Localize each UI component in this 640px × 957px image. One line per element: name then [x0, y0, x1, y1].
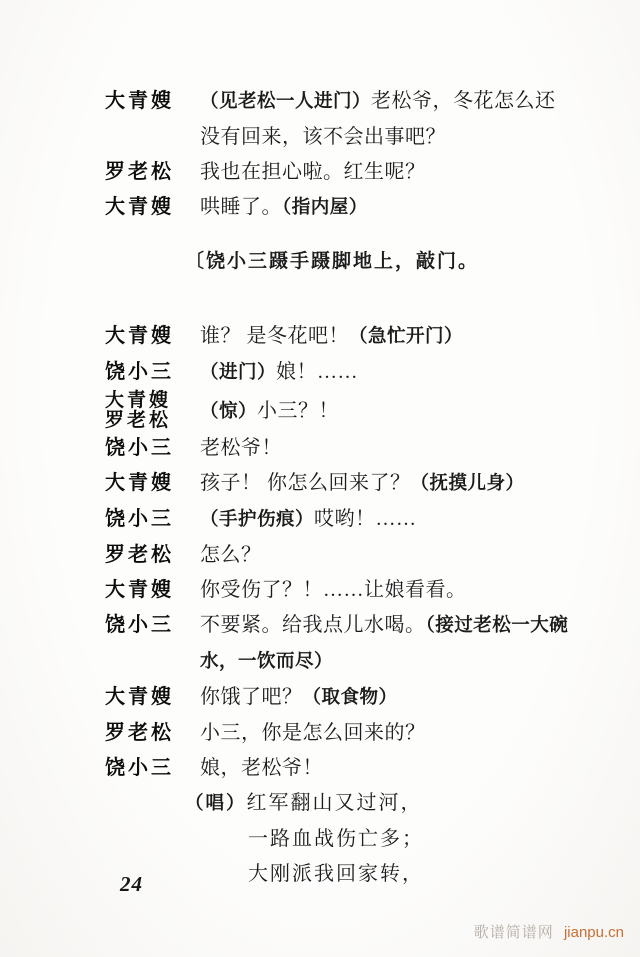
dialogue-entry [105, 751, 571, 786]
dialogue-entry [105, 319, 571, 355]
speaker-name [105, 573, 200, 608]
dialogue-entry [105, 355, 571, 391]
line-text [200, 190, 571, 226]
dialogue-entry [105, 716, 571, 751]
dialogue-entry [105, 608, 571, 680]
speaker-name-text: 饶小三 [105, 757, 174, 779]
speaker-name [105, 319, 200, 354]
stage-note-text: （急忙开门） [349, 327, 464, 347]
speech-text: 小三？！ [257, 399, 340, 422]
line-text [200, 751, 571, 786]
speaker-name-text: 大青嫂 [105, 390, 172, 411]
speaker-name-text: 饶小三 [105, 437, 174, 459]
dialogue-entry [105, 502, 571, 538]
stage-note-text: （唱） [185, 794, 247, 814]
speaker-name [105, 391, 200, 431]
stage-note-text: （抚摸儿身） [410, 474, 525, 494]
line-text [200, 319, 571, 355]
speaker-name-text: 罗老松 [105, 544, 174, 566]
watermark-site-name: 歌谱简谱网 [473, 924, 554, 941]
script-body [105, 84, 571, 892]
watermark-site-url: jianpu.cn [563, 924, 624, 941]
line-text [200, 680, 571, 716]
speech-text: 谁？ 是冬花吧！ [200, 325, 349, 347]
speaker-name [105, 538, 200, 573]
speaker-name-text: 大青嫂 [105, 686, 174, 708]
watermark [474, 921, 624, 942]
speaker-name-text: 罗老松 [105, 161, 174, 183]
page-number: 24 [120, 872, 143, 896]
line-text [200, 400, 571, 423]
song-line-entry [105, 822, 571, 857]
speech-text: 哎哟！…… [314, 508, 417, 530]
speech-text: 你受伤了？！……让娘看看。 [200, 579, 467, 601]
dialogue-entry [105, 680, 571, 716]
speech-text: 大刚派我回家转， [248, 863, 424, 885]
speaker-name-text: 大青嫂 [105, 325, 174, 347]
dialogue-entry [105, 431, 571, 466]
dialogue-entry [105, 190, 571, 226]
speech-text: 一路血战伤亡多； [248, 828, 424, 850]
stage-note-text: （惊） [200, 401, 258, 422]
dialogue-entry [105, 84, 571, 155]
line-text [248, 822, 571, 857]
line-text [248, 857, 571, 892]
stage-note-text: （见老松一人进门） [200, 92, 372, 112]
speech-text: 怎么？ [200, 544, 262, 566]
speaker-name [105, 155, 200, 190]
stage-note-text: （指内屋） [282, 198, 368, 218]
speaker-name [105, 608, 200, 643]
line-text [200, 538, 571, 573]
speech-text: 红军翻山又过河， [246, 792, 423, 814]
line-text [200, 716, 571, 751]
line-text [185, 786, 571, 822]
speaker-name-text: 大青嫂 [105, 90, 174, 112]
speech-text: 老松爷！ [200, 437, 282, 459]
speaker-name [105, 355, 200, 390]
stage-note-text: （进门） [200, 363, 277, 383]
stage-note-text: （取食物） [302, 688, 398, 708]
line-text [200, 502, 571, 538]
speech-text: 娘！…… [276, 361, 359, 383]
speech-text: 孩子！ 你怎么回来了？ [200, 472, 411, 494]
dialogue-entry [105, 466, 571, 502]
dialogue-entry [105, 538, 571, 573]
speech-text: 不要紧。给我点儿水喝。 [200, 614, 426, 636]
song-line-entry [105, 857, 571, 892]
speaker-name-text: 饶小三 [105, 614, 174, 636]
speaker-name [105, 751, 200, 786]
speaker-name [105, 431, 200, 466]
line-text [200, 608, 571, 680]
speech-text: 我也在担心啦。红生呢？ [200, 161, 426, 183]
stage-direction-text [185, 244, 571, 279]
line-text [200, 155, 571, 190]
dialogue-entry [105, 155, 571, 190]
speaker-name-text: 饶小三 [105, 361, 174, 383]
speaker-name-text: 大青嫂 [105, 579, 174, 601]
speech-text: 老松爷，冬花怎么还没有回来，该不会出事吧？ [200, 90, 556, 148]
speaker-name-text: 罗老松 [105, 410, 172, 431]
stage-note-text: （接过老松一大碗水，一饮而尽） [200, 616, 569, 672]
stage-note-text: （手护伤痕） [200, 510, 315, 530]
dialogue-entry [105, 573, 571, 608]
line-text [200, 431, 571, 466]
speech-text: 娘，老松爷！ [200, 757, 323, 779]
speech-text: 哄睡了。 [200, 196, 282, 218]
speaker-name [105, 502, 200, 537]
song-line-entry [105, 786, 571, 822]
speaker-name-text: 大青嫂 [105, 472, 174, 494]
speaker-name [105, 680, 200, 715]
line-text [200, 355, 571, 391]
line-text [200, 466, 571, 502]
speaker-name-text: 大青嫂 [105, 196, 174, 218]
stage-note-text: 〔饶小三蹑手蹑脚地上，敲门。 [185, 251, 480, 272]
speaker-name [105, 190, 200, 225]
speaker-name-text: 饶小三 [105, 508, 174, 530]
speech-text: 你饿了吧？ [200, 686, 303, 708]
speaker-name-text: 罗老松 [105, 722, 174, 744]
stage-direction-entry [105, 244, 571, 279]
dialogue-entry [105, 391, 571, 431]
speaker-name [105, 716, 200, 751]
line-text [200, 84, 571, 155]
speaker-name [105, 466, 200, 501]
speech-text: 小三，你是怎么回来的？ [200, 722, 426, 744]
speaker-name [105, 84, 200, 119]
line-text [200, 573, 571, 608]
